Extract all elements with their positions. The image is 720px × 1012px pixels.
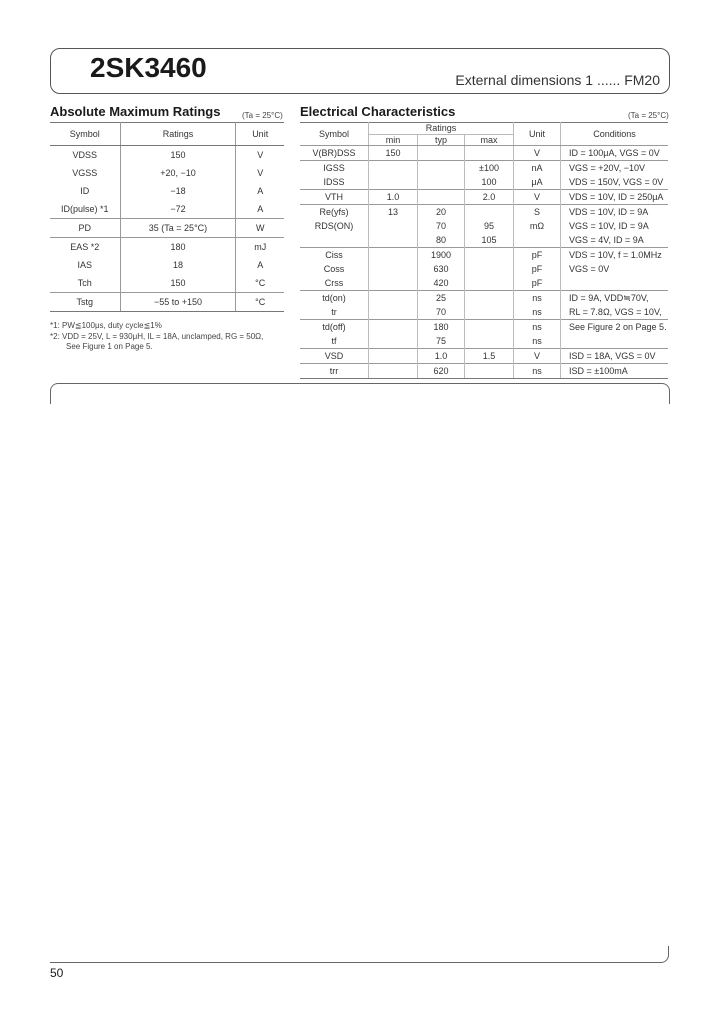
ec-symbol: tr (300, 305, 369, 320)
note-3: See Figure 1 on Page 5. (66, 342, 153, 351)
amr-unit: A (257, 203, 264, 214)
ec-symbol: trr (300, 364, 369, 379)
ec-max (465, 248, 514, 263)
table-row (50, 200, 284, 219)
amr-rating: −55 to +150 (120, 293, 236, 312)
amr-symbol: VGSS (50, 164, 120, 182)
ec-max (465, 364, 514, 379)
table-row (300, 320, 668, 335)
table-row (300, 161, 668, 176)
ec-cond: RL = 7.8Ω, VGS = 10V, (569, 306, 662, 317)
ec-typ (418, 190, 465, 205)
amr-title: Absolute Maximum Ratings (50, 104, 221, 119)
ec-max: 1.5 (465, 349, 514, 364)
amr-col-symbol: Symbol (50, 123, 120, 146)
amr-unit: mJ (236, 238, 284, 257)
note-2: *2: VDD = 25V, L = 930μH, IL = 18A, unclamped, RG = 50Ω, (50, 331, 264, 341)
ec-typ: 75 (418, 334, 465, 349)
ec-cond: VDS = 10V, f = 1.0MHz (561, 248, 669, 263)
ec-symbol: td(off) (300, 320, 369, 335)
amr-unit: °C (236, 293, 284, 312)
ec-cond: ID = 9A, VDD≒70V, (561, 291, 669, 306)
amr-unit: V (257, 167, 264, 178)
ec-typ: 1900 (418, 248, 465, 263)
ec-max (465, 305, 514, 320)
ec-symbol: tf (300, 334, 369, 349)
ec-cond: VDS = 150V, VGS = 0V (569, 176, 664, 187)
ec-min (369, 334, 418, 349)
table-row (300, 248, 668, 263)
ec-symbol: RDS(ON) (300, 219, 369, 233)
ec-typ: 70 (418, 219, 465, 233)
ec-max: 2.0 (465, 190, 514, 205)
table-row (50, 219, 284, 238)
ec-col-typ: typ (418, 134, 465, 146)
ec-max: 105 (465, 233, 514, 248)
footer-rule (50, 946, 669, 963)
ec-unit: pF (514, 276, 561, 291)
ec-typ: 630 (418, 262, 465, 276)
table-row (300, 219, 668, 233)
table-row (50, 293, 284, 312)
ec-unit: ns (514, 364, 561, 379)
ec-max (465, 334, 514, 349)
ec-unit: nA (514, 161, 561, 176)
amr-rating: 180 (120, 238, 236, 257)
amr-symbol: EAS *2 (50, 238, 120, 257)
ec-condition: (Ta = 25°C) (628, 111, 669, 120)
amr-rating: 18 (120, 256, 236, 274)
ec-unit: mΩ (514, 219, 561, 233)
ec-max (465, 262, 514, 276)
ec-typ: 20 (418, 205, 465, 220)
amr-notes (50, 321, 290, 353)
ec-symbol: IGSS (300, 161, 369, 176)
ec-min: 150 (369, 146, 418, 161)
ec-typ: 25 (418, 291, 465, 306)
ec-max (465, 276, 514, 291)
table-row (300, 146, 668, 161)
ec-cond: VDS = 10V, ID = 250μA (561, 190, 669, 205)
table-row (300, 276, 668, 291)
ec-cond: VGS = 0V (569, 263, 610, 274)
ec-symbol: Ciss (300, 248, 369, 263)
amr-symbol: Tstg (50, 293, 120, 312)
ec-typ: 420 (418, 276, 465, 291)
amr-condition: (Ta = 25°C) (242, 111, 283, 120)
ec-unit: S (514, 205, 561, 220)
ec-min (369, 248, 418, 263)
ec-cond: VGS = +20V, −10V (561, 161, 669, 176)
amr-rating: 150 (120, 274, 236, 293)
table-row (300, 349, 668, 364)
ec-symbol: Re(yfs) (300, 205, 369, 220)
table-row (300, 205, 668, 220)
absolute-max-ratings-table (50, 122, 284, 312)
ec-cond: ISD = ±100mA (561, 364, 669, 379)
table-row (50, 146, 284, 165)
ec-unit: V (514, 349, 561, 364)
ec-min (369, 320, 418, 335)
ec-typ (418, 175, 465, 190)
ec-max: 95 (465, 219, 514, 233)
amr-symbol: IAS (50, 256, 120, 274)
ec-max (465, 320, 514, 335)
table-row (300, 334, 668, 349)
ec-min (369, 219, 418, 233)
ec-max: ±100 (465, 161, 514, 176)
amr-rating: −72 (120, 200, 236, 219)
ec-symbol: td(on) (300, 291, 369, 306)
ec-min (369, 364, 418, 379)
external-dimensions: External dimensions 1 ...... FM20 (455, 72, 660, 88)
ec-unit: pF (514, 248, 561, 263)
amr-symbol: PD (50, 219, 120, 238)
ec-min (369, 349, 418, 364)
ec-min (369, 175, 418, 190)
amr-col-ratings: Ratings (120, 123, 236, 146)
table-row (50, 274, 284, 293)
amr-rating: +20, −10 (120, 164, 236, 182)
ec-max: 100 (465, 175, 514, 190)
ec-title: Electrical Characteristics (300, 104, 456, 119)
ec-cond: ID = 100μA, VGS = 0V (569, 147, 660, 158)
amr-symbol: ID(pulse) *1 (50, 200, 120, 219)
ec-min: 1.0 (369, 190, 418, 205)
ec-cond (561, 334, 669, 349)
ec-unit: ns (514, 320, 561, 335)
table-row (300, 175, 668, 190)
ec-cond (561, 276, 669, 291)
ec-min (369, 161, 418, 176)
ec-col-ratings: Ratings (369, 123, 514, 135)
amr-unit: V (257, 149, 264, 160)
ec-col-max: max (465, 134, 514, 146)
ec-col-unit: Unit (514, 123, 561, 146)
amr-unit: W (236, 219, 284, 238)
electrical-characteristics-table (300, 122, 668, 379)
ec-unit: ns (514, 334, 561, 349)
ec-cond: ISD = 18A, VGS = 0V (561, 349, 669, 364)
table-row (50, 164, 284, 182)
amr-rating: 150 (120, 146, 236, 165)
ec-symbol: VTH (300, 190, 369, 205)
ec-min (369, 262, 418, 276)
ec-min: 13 (369, 205, 418, 220)
ec-max (465, 205, 514, 220)
ec-unit: ns (514, 305, 561, 320)
ec-max (465, 291, 514, 306)
ec-cond: See Figure 2 on Page 5. (561, 320, 669, 335)
amr-rating: 35 (Ta = 25°C) (120, 219, 236, 238)
ec-unit: ns (514, 291, 561, 306)
ec-unit: V (514, 190, 561, 205)
ec-max (465, 146, 514, 161)
ec-symbol: IDSS (300, 175, 369, 190)
ec-typ (418, 146, 465, 161)
ec-min (369, 276, 418, 291)
ec-symbol: Coss (300, 262, 369, 276)
note-1: *1: PW≦100μs, duty cycle≦1% (50, 321, 162, 330)
ec-typ: 1.0 (418, 349, 465, 364)
amr-symbol: ID (50, 182, 120, 200)
amr-rating: −18 (120, 182, 236, 200)
ec-cond: VDS = 10V, ID = 9A (561, 205, 669, 220)
ec-symbol: V(BR)DSS (300, 146, 369, 161)
table-row (50, 256, 284, 274)
amr-symbol: VDSS (50, 146, 120, 165)
ec-cond: VGS = 4V, ID = 9A (569, 234, 644, 245)
amr-unit: A (257, 259, 264, 270)
ec-symbol (300, 233, 369, 248)
table-row (300, 364, 668, 379)
part-number: 2SK3460 (90, 52, 207, 83)
amr-col-unit: Unit (236, 123, 284, 146)
ec-unit: pF (514, 262, 561, 276)
table-row (300, 262, 668, 276)
table-row (300, 233, 668, 248)
ec-cond: VGS = 10V, ID = 9A (569, 220, 649, 231)
ec-unit: μA (514, 175, 561, 190)
ec-col-min: min (369, 134, 418, 146)
table-row (300, 305, 668, 320)
table-row (300, 190, 668, 205)
ec-typ: 80 (418, 233, 465, 248)
ec-symbol: VSD (300, 349, 369, 364)
ec-typ (418, 161, 465, 176)
table-row (50, 182, 284, 200)
amr-unit: °C (255, 277, 266, 288)
amr-symbol: Tch (50, 274, 120, 293)
ec-col-conditions: Conditions (561, 123, 669, 146)
page-number: 50 (50, 966, 64, 980)
ec-min (369, 233, 418, 248)
table-row (300, 291, 668, 306)
ec-min (369, 291, 418, 306)
ec-typ: 180 (418, 320, 465, 335)
ec-col-symbol: Symbol (300, 123, 369, 146)
ec-symbol: Crss (300, 276, 369, 291)
ec-min (369, 305, 418, 320)
amr-unit: A (257, 185, 264, 196)
ec-typ: 620 (418, 364, 465, 379)
section-divider (50, 383, 670, 404)
ec-typ: 70 (418, 305, 465, 320)
ec-unit (514, 233, 561, 248)
table-row (50, 238, 284, 257)
ec-unit: V (514, 146, 561, 161)
